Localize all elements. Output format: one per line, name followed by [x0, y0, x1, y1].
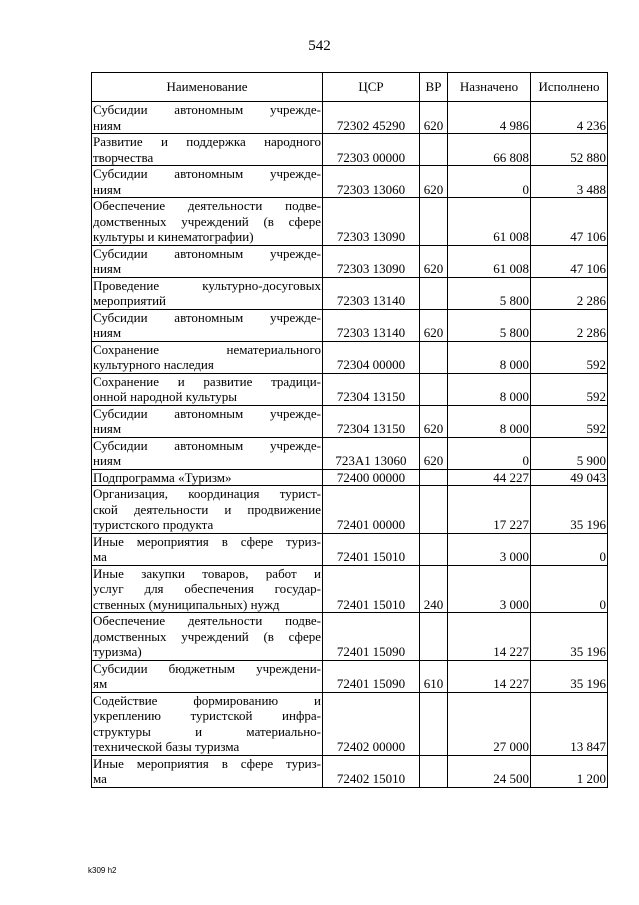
row-vr: 620	[420, 245, 448, 277]
row-csr: 723A1 13060	[323, 437, 420, 469]
table-row	[92, 565, 608, 613]
table-row	[92, 692, 608, 755]
table-row	[92, 198, 608, 246]
row-name-line: ниям	[93, 261, 122, 276]
row-csr: 72303 13090	[323, 245, 420, 277]
table-row	[92, 755, 608, 787]
row-name	[92, 102, 323, 134]
row-name-line: Субсидии автономным учрежде-	[93, 405, 321, 421]
table-row	[92, 373, 608, 405]
row-planned: 27 000	[448, 692, 531, 755]
table-row	[92, 613, 608, 661]
row-planned: 0	[448, 437, 531, 469]
row-name	[92, 692, 323, 755]
footer-code: k309 h2	[88, 866, 117, 875]
row-name	[92, 245, 323, 277]
table-row	[92, 341, 608, 373]
row-name-line: ма	[93, 549, 107, 564]
row-vr: 610	[420, 660, 448, 692]
header-executed: Исполнено	[531, 73, 608, 102]
row-name-line: ниям	[93, 181, 122, 197]
row-planned: 3 000	[448, 533, 531, 565]
header-csr: ЦСР	[323, 73, 420, 102]
row-vr	[420, 373, 448, 405]
row-csr: 72304 00000	[323, 341, 420, 373]
row-name-line: услуг для обеспечения государ-	[93, 581, 321, 596]
row-name	[92, 755, 323, 787]
table-row	[92, 533, 608, 565]
header-name: Наименование	[92, 73, 323, 102]
row-executed: 5 900	[531, 437, 608, 469]
row-executed: 3 488	[531, 166, 608, 198]
row-name-line: ям	[93, 676, 108, 691]
row-executed: 2 286	[531, 309, 608, 341]
table-row	[92, 469, 608, 486]
row-name	[92, 660, 323, 692]
row-planned: 17 227	[448, 486, 531, 534]
row-name-line: Иные мероприятия в сфере туриз-	[93, 755, 321, 771]
row-name-line: Субсидии автономным учрежде-	[93, 166, 321, 181]
row-planned: 8 000	[448, 405, 531, 437]
row-name-line: Иные закупки товаров, работ и	[93, 565, 321, 581]
table-row	[92, 277, 608, 309]
row-planned: 24 500	[448, 755, 531, 787]
row-executed: 13 847	[531, 692, 608, 755]
table-header-row	[92, 73, 608, 102]
table-row	[92, 660, 608, 692]
row-executed: 49 043	[531, 469, 608, 486]
row-vr	[420, 134, 448, 166]
row-name-line: Обеспечение деятельности подве-	[93, 198, 321, 213]
row-csr: 72303 13090	[323, 198, 420, 246]
row-name-line: Сохранение и развитие традици-	[93, 373, 321, 389]
row-csr: 72304 13150	[323, 405, 420, 437]
row-planned: 8 000	[448, 341, 531, 373]
row-name-line: Субсидии бюджетным учреждени-	[93, 660, 321, 676]
row-csr: 72302 45290	[323, 102, 420, 134]
row-name-line: онной народной культуры	[93, 389, 237, 404]
row-name	[92, 613, 323, 661]
row-name-line: технической базы туризма	[93, 739, 240, 754]
row-name-line: ской деятельности и продвижение	[93, 501, 321, 517]
row-csr: 72402 15010	[323, 755, 420, 787]
row-csr: 72400 00000	[323, 469, 420, 486]
row-name-line: Содействие формированию и	[93, 692, 321, 708]
table-row	[92, 102, 608, 134]
row-name-line: ма	[93, 771, 107, 786]
row-vr	[420, 469, 448, 486]
row-vr	[420, 755, 448, 787]
row-vr: 240	[420, 565, 448, 613]
row-planned: 44 227	[448, 469, 531, 486]
row-planned: 4 986	[448, 102, 531, 134]
row-executed: 35 196	[531, 486, 608, 534]
row-planned: 0	[448, 166, 531, 198]
row-planned: 14 227	[448, 660, 531, 692]
page-number: 542	[308, 38, 331, 54]
row-executed: 592	[531, 373, 608, 405]
row-name	[92, 565, 323, 613]
row-name-line: творчества	[93, 149, 154, 165]
row-executed: 1 200	[531, 755, 608, 787]
row-planned: 61 008	[448, 198, 531, 246]
row-name-line: мероприятий	[93, 293, 166, 308]
row-name-line: Развитие и поддержка народного	[93, 134, 321, 149]
table-row	[92, 245, 608, 277]
row-planned: 8 000	[448, 373, 531, 405]
row-csr: 72401 15010	[323, 565, 420, 613]
row-name-line: Субсидии автономным учрежде-	[93, 245, 321, 261]
row-executed: 0	[531, 533, 608, 565]
row-name-line: Организация, координация турист-	[93, 486, 321, 501]
row-name-line: Субсидии автономным учрежде-	[93, 437, 321, 453]
row-name	[92, 486, 323, 534]
row-name-line: Подпрограмма «Туризм»	[93, 469, 232, 485]
row-executed: 592	[531, 405, 608, 437]
row-csr: 72303 13140	[323, 277, 420, 309]
row-name-line: культуры и кинематографии)	[93, 229, 254, 244]
row-executed: 52 880	[531, 134, 608, 166]
row-name-line: ниям	[93, 325, 122, 340]
row-executed: 35 196	[531, 613, 608, 661]
row-vr	[420, 533, 448, 565]
row-executed: 592	[531, 341, 608, 373]
row-planned: 14 227	[448, 613, 531, 661]
row-vr: 620	[420, 437, 448, 469]
row-planned: 3 000	[448, 565, 531, 613]
row-name	[92, 533, 323, 565]
row-csr: 72303 00000	[323, 134, 420, 166]
table-row	[92, 437, 608, 469]
row-vr	[420, 692, 448, 755]
row-csr: 72401 15010	[323, 533, 420, 565]
row-csr: 72304 13150	[323, 373, 420, 405]
row-planned: 5 800	[448, 277, 531, 309]
row-name-line: Сохранение нематериального	[93, 341, 321, 357]
table-row	[92, 309, 608, 341]
row-name	[92, 198, 323, 246]
row-name-line: Обеспечение деятельности подве-	[93, 613, 321, 628]
row-name	[92, 469, 323, 486]
row-name-line: структуры и материально-	[93, 723, 321, 739]
row-name-line: культурного наследия	[93, 357, 214, 372]
row-name-line: ниям	[93, 421, 122, 436]
row-name-line: укреплению туристской инфра-	[93, 708, 321, 723]
row-vr: 620	[420, 309, 448, 341]
row-csr: 72401 00000	[323, 486, 420, 534]
row-vr: 620	[420, 166, 448, 198]
row-vr	[420, 198, 448, 246]
header-planned: Назначено	[448, 73, 531, 102]
row-csr: 72303 13140	[323, 309, 420, 341]
row-name-line: туристского продукта	[93, 517, 214, 532]
row-name	[92, 405, 323, 437]
row-name	[92, 134, 323, 166]
row-name	[92, 373, 323, 405]
table-row	[92, 405, 608, 437]
row-name-line: домственных учреждений (в сфере	[93, 628, 321, 644]
row-name-line: Субсидии автономным учрежде-	[93, 309, 321, 325]
row-executed: 4 236	[531, 102, 608, 134]
table-row	[92, 166, 608, 198]
row-name	[92, 166, 323, 198]
table-row	[92, 134, 608, 166]
row-vr	[420, 486, 448, 534]
row-executed: 47 106	[531, 245, 608, 277]
row-name	[92, 309, 323, 341]
row-vr	[420, 277, 448, 309]
row-csr: 72401 15090	[323, 660, 420, 692]
row-name-line: Субсидии автономным учрежде-	[93, 102, 321, 117]
row-name	[92, 341, 323, 373]
row-planned: 66 808	[448, 134, 531, 166]
row-name	[92, 437, 323, 469]
row-name-line: туризма)	[93, 644, 142, 659]
table-body	[92, 102, 608, 788]
row-name	[92, 277, 323, 309]
row-name-line: ниям	[93, 453, 122, 468]
header-vr: ВР	[420, 73, 448, 102]
row-name-line: Проведение культурно-досуговых	[93, 277, 321, 293]
row-name-line: Иные мероприятия в сфере туриз-	[93, 533, 321, 549]
row-planned: 61 008	[448, 245, 531, 277]
row-name-line: ственных (муниципальных) нужд	[93, 596, 280, 612]
row-csr: 72303 13060	[323, 166, 420, 198]
row-vr: 620	[420, 102, 448, 134]
row-executed: 2 286	[531, 277, 608, 309]
table-row	[92, 486, 608, 534]
row-csr: 72401 15090	[323, 613, 420, 661]
row-executed: 47 106	[531, 198, 608, 246]
row-planned: 5 800	[448, 309, 531, 341]
row-csr: 72402 00000	[323, 692, 420, 755]
row-vr: 620	[420, 405, 448, 437]
row-name-line: ниям	[93, 117, 122, 133]
row-executed: 35 196	[531, 660, 608, 692]
row-vr	[420, 341, 448, 373]
budget-table	[91, 72, 608, 788]
row-vr	[420, 613, 448, 661]
row-executed: 0	[531, 565, 608, 613]
row-name-line: домственных учреждений (в сфере	[93, 213, 321, 229]
